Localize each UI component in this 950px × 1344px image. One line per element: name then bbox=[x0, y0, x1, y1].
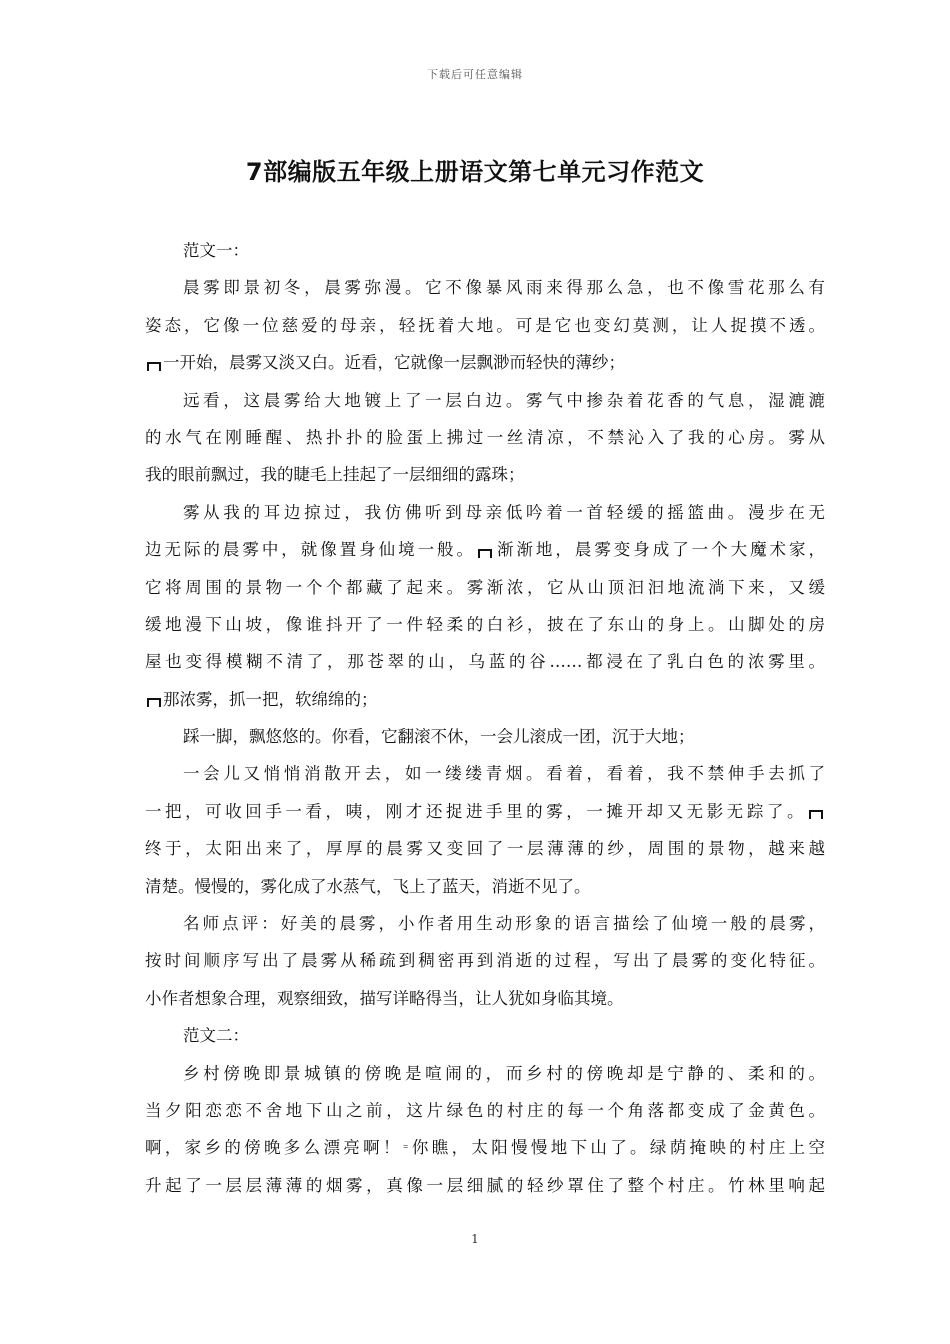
document-body bbox=[145, 232, 825, 1204]
text-line: 我的眼前飘过，我的睫毛上挂起了一层细细的露珠； bbox=[145, 465, 525, 485]
paragraph-mark-icon bbox=[476, 544, 494, 558]
text-line: 它将周围的景物一个个都藏了起来。雾渐浓，它从山顶汩汩地流淌下来，又缓 bbox=[145, 577, 825, 597]
text-line: 当夕阳恋恋不舍地下山之前，这片绿色的村庄的每一个角落都变成了金黄色。 bbox=[145, 1100, 825, 1120]
text-line: 缓地漫下山坡，像谁抖开了一件轻柔的白衫，披在了东山的身上。山脚处的房 bbox=[145, 614, 825, 634]
text-line: 一把，可收回手一看，咦，刚才还捉进手里的雾，一摊开却又无影无踪了。 bbox=[145, 793, 825, 830]
text-line: 乡村傍晚即景城镇的傍晚是喧闹的，而乡村的傍晚却是宁静的、柔和的。 bbox=[183, 1063, 825, 1083]
text-line: 那浓雾，抓一把，软绵绵的； bbox=[145, 681, 825, 718]
document-title: 7部编版五年级上册语文第七单元习作范文 bbox=[245, 158, 705, 186]
paragraph-mark-icon bbox=[145, 693, 163, 707]
small-mark-icon: ⁼ bbox=[402, 1142, 409, 1156]
text-line: 按时间顺序写出了晨雾从稀疏到稠密再到消逝的过程，写出了晨雾的变化特征。 bbox=[145, 951, 825, 971]
text-line: 终于，太阳出来了，厚厚的晨雾又变回了一层薄薄的纱，周围的景物，越来越 bbox=[145, 839, 825, 859]
text-line: 踩一脚，飘悠悠的。你看，它翻滚不休，一会儿滚成一团，沉于大地； bbox=[183, 727, 695, 747]
section-heading: 范文一： bbox=[183, 241, 249, 260]
page-number: 1 bbox=[471, 1232, 479, 1246]
section-heading: 范文二： bbox=[183, 1026, 249, 1046]
text-line: 的水气在刚睡醒、热扑扑的脸蛋上拂过一丝清凉，不禁沁入了我的心房。雾从 bbox=[145, 427, 825, 447]
text-line: 晨雾即景初冬，晨雾弥漫。它不像暴风雨来得那么急，也不像雪花那么有 bbox=[183, 278, 825, 298]
text-line: 边无际的晨雾中，就像置身仙境一般。 渐渐地，晨雾变身成了一个大魔术家， bbox=[145, 540, 825, 560]
text-line: 姿态，它像一位慈爱的母亲，轻抚着大地。可是它也变幻莫测，让人捉摸不透。 bbox=[145, 315, 825, 335]
text-line: 啊，家乡的傍晚多么漂亮啊！⁼你瞧，太阳慢慢地下山了。绿荫掩映的村庄上空 bbox=[145, 1138, 825, 1158]
text-line: 一开始，晨雾又淡又白。近看，它就像一层飘渺而轻快的薄纱； bbox=[145, 344, 825, 381]
text-line: 清楚。慢慢的，雾化成了水蒸气，飞上了蓝天，消逝不见了。 bbox=[145, 876, 591, 896]
paragraph-mark-icon bbox=[807, 805, 825, 819]
page-header: 下载后可任意编辑 bbox=[427, 68, 523, 81]
text-line: 一会儿又悄悄消散开去，如一缕缕青烟。看着，看着，我不禁伸手去抓了 bbox=[183, 764, 825, 784]
paragraph-mark-icon bbox=[145, 357, 163, 371]
text-line: 雾从我的耳边掠过，我仿佛听到母亲低吟着一首轻缓的摇篮曲。漫步在无 bbox=[183, 502, 825, 522]
text-line: 小作者想象合理，观察细致，描写详略得当，让人犹如身临其境。 bbox=[145, 988, 624, 1008]
text-line: 远看，这晨雾给大地镀上了一层白边。雾气中掺杂着花香的气息，湿漉漉 bbox=[183, 390, 825, 410]
text-line: 名师点评：好美的晨雾，小作者用生动形象的语言描绘了仙境一般的晨雾， bbox=[183, 914, 825, 934]
text-line: 升起了一层层薄薄的烟雾，真像一层细腻的轻纱罩住了整个村庄。竹林里响起 bbox=[145, 1175, 825, 1195]
text-line: 屋也变得模糊不清了，那苍翠的山，乌蓝的谷……都浸在了乳白色的浓雾里。 bbox=[145, 652, 825, 672]
